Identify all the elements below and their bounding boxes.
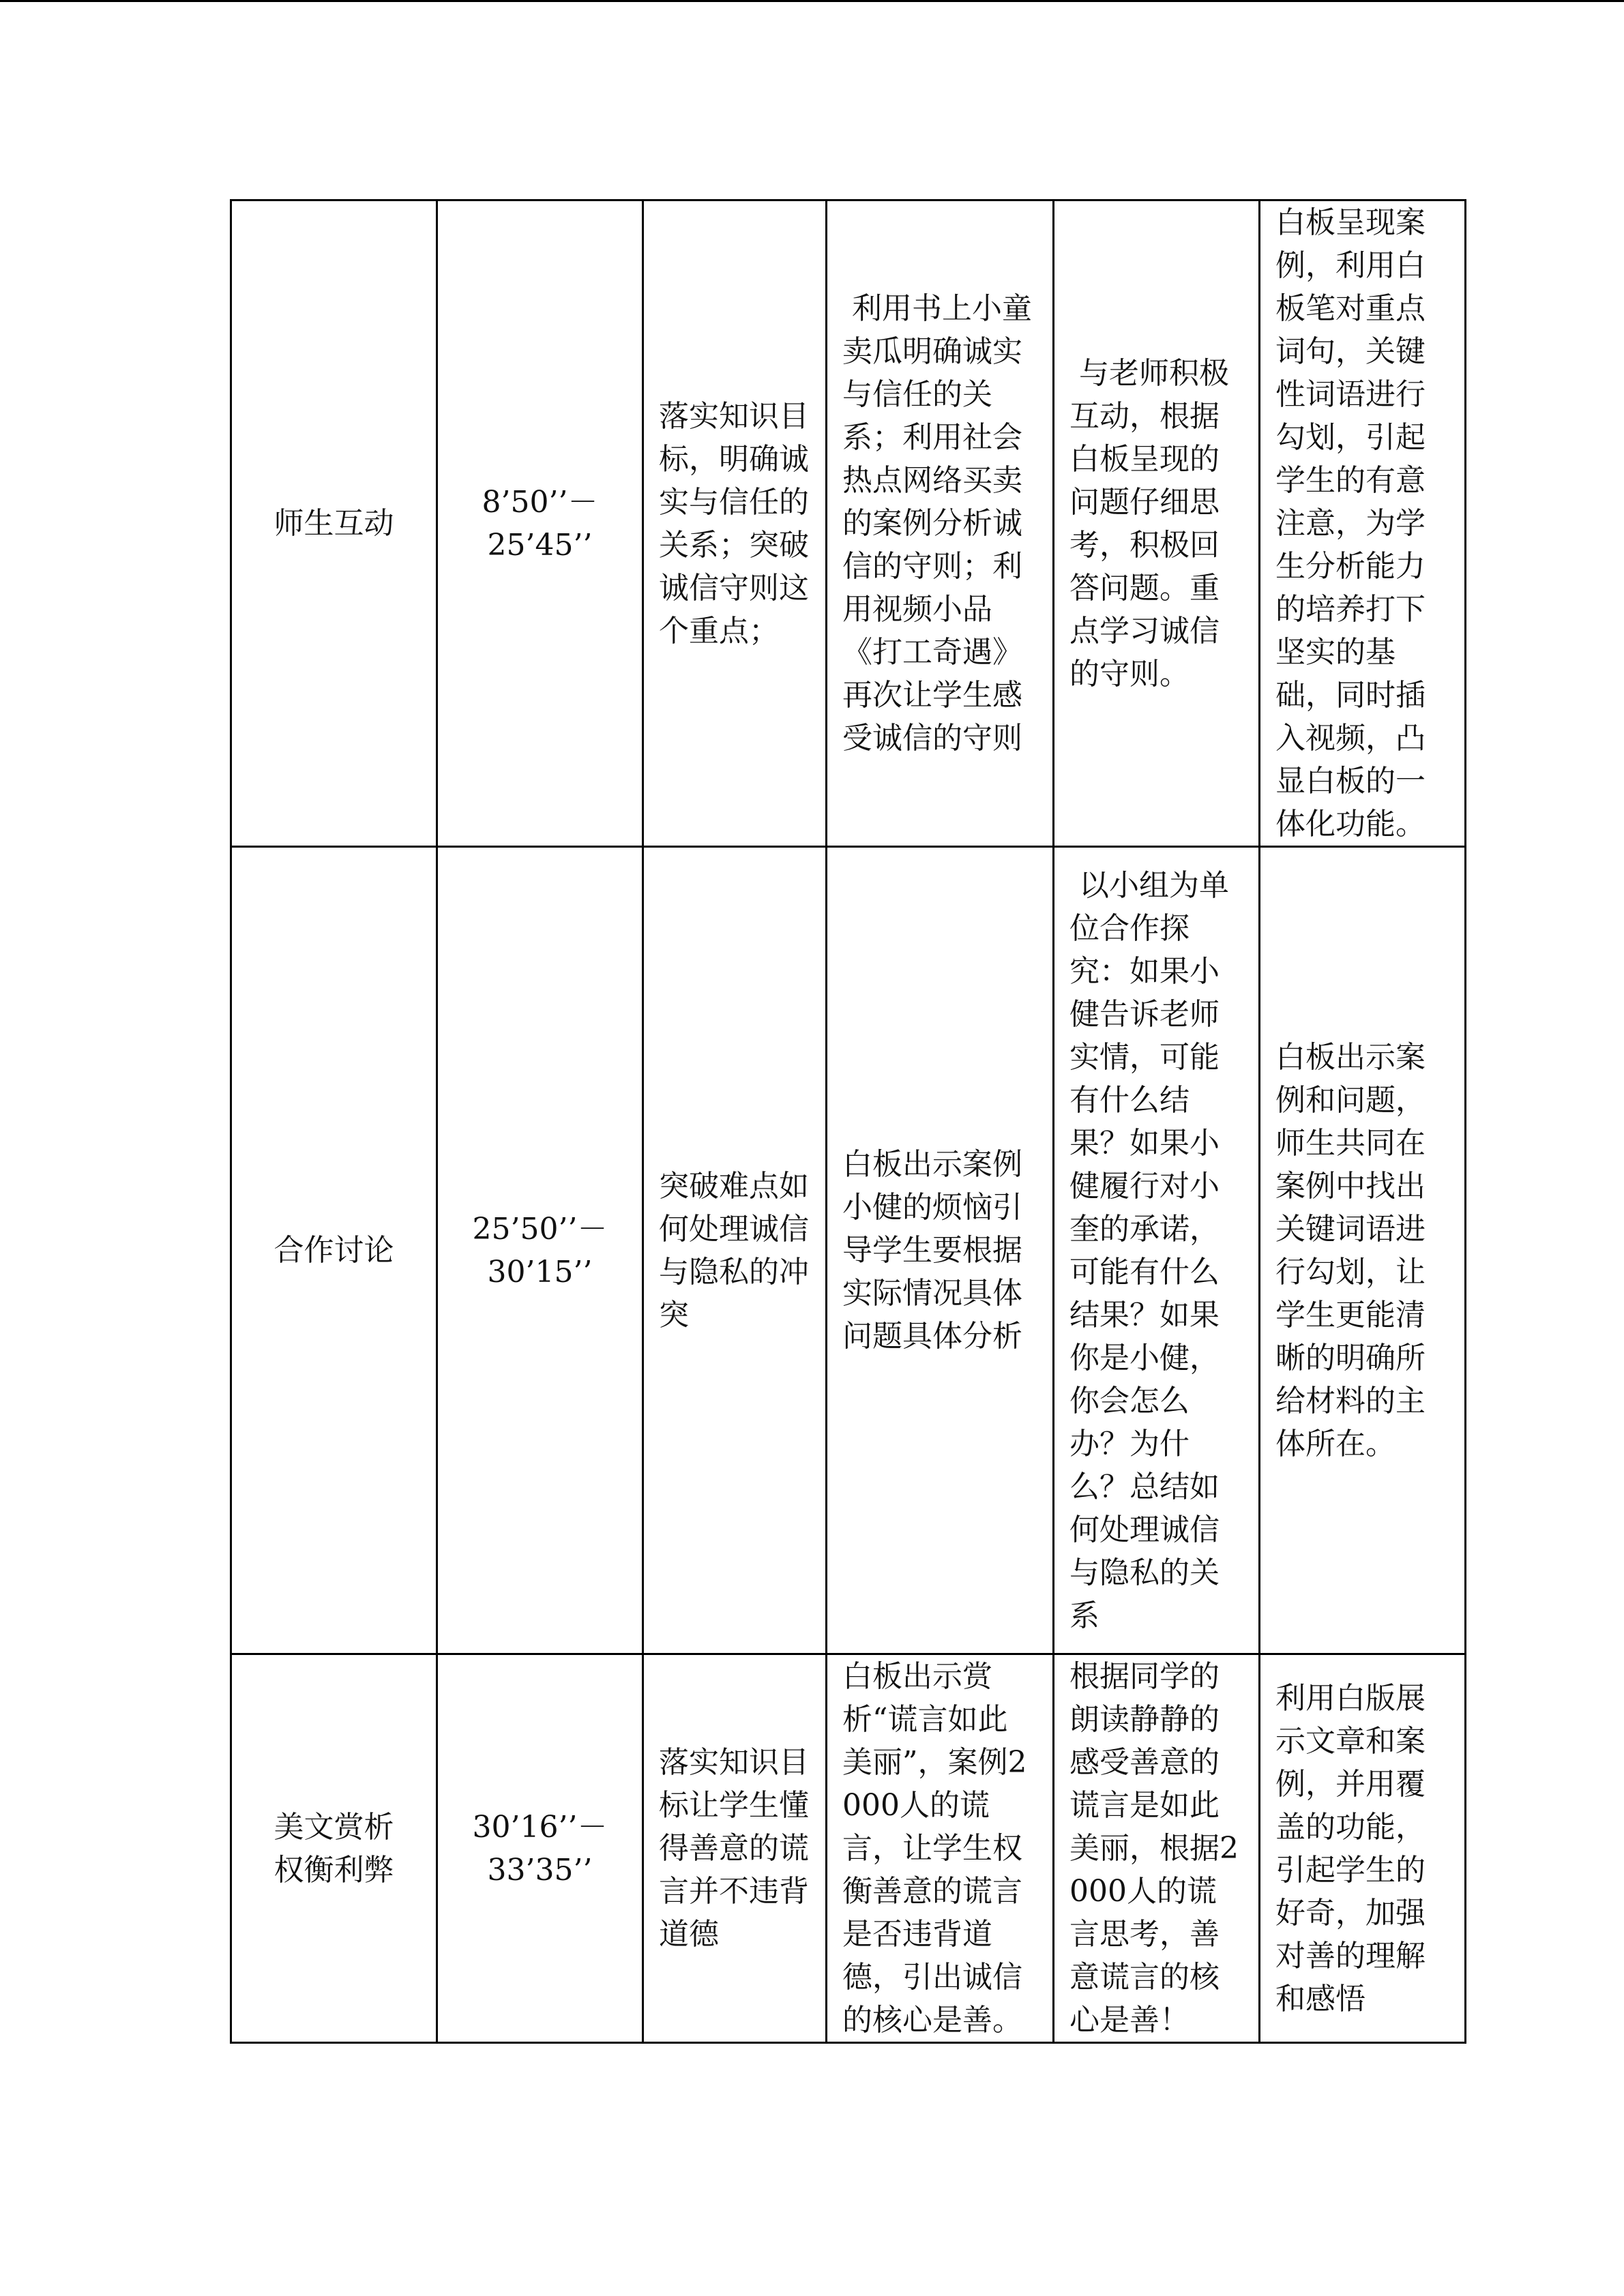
stage-text: 合作讨论 (274, 1233, 394, 1268)
table-row (231, 200, 1466, 847)
time-start: 8’50’’－ (482, 484, 598, 520)
goal-cell: 落实知识目标，明确诚实与信任的关系；突破诚信守则这个重点； (643, 200, 827, 847)
stage-text-line-1: 美文赏析 (274, 1809, 394, 1845)
lesson-plan-table (230, 199, 1466, 2044)
design-intent-cell: 白板出示案例和问题，师生共同在案例中找出关键词语进行勾划，让学生更能清晰的明确所给材料的主体所在。 (1260, 847, 1466, 1654)
time-start: 30’16’’－ (472, 1809, 608, 1845)
stage-cell (231, 200, 437, 847)
time-start: 25’50’’－ (472, 1211, 608, 1247)
time-end: 33’35’’ (487, 1852, 593, 1888)
stage-text: 师生互动 (274, 506, 394, 541)
goal-cell: 突破难点如何处理诚信与隐私的冲突 (643, 847, 827, 1654)
goal-cell: 落实知识目标让学生懂得善意的谎言并不违背道德 (643, 1654, 827, 2043)
time-end: 25’45’’ (487, 527, 593, 563)
table-row (231, 1654, 1466, 2043)
design-intent-cell: 白板呈现案例，利用白板笔对重点词句，关键性词语进行勾划，引起学生的有意注意，为学生分析能力的培养打下坚实的基础，同时插入视频，凸显白板的一体化功能。 (1260, 200, 1466, 847)
time-cell (437, 1654, 643, 2043)
time-end: 30’15’’ (487, 1254, 593, 1289)
student-activity-cell: 根据同学的朗读静静的感受善意的谎言是如此美丽，根据2000人的谎言思考，善意谎言的核心是善！ (1054, 1654, 1260, 2043)
stage-text-line-2: 权衡利弊 (274, 1852, 394, 1888)
teacher-activity-cell: 白板出示赏析“谎言如此美丽”，案例2000人的谎言，让学生权衡善意的谎言是否违背道德，引出诚信的核心是善。 (827, 1654, 1054, 2043)
stage-cell (231, 1654, 437, 2043)
teacher-activity-cell: 白板出示案例小健的烦恼引导学生要根据实际情况具体问题具体分析 (827, 847, 1054, 1654)
time-cell (437, 847, 643, 1654)
design-intent-cell: 利用白版展示文章和案例，并用覆盖的功能，引起学生的好奇，加强对善的理解和感悟 (1260, 1654, 1466, 2043)
table-row (231, 847, 1466, 1654)
time-cell (437, 200, 643, 847)
student-activity-cell: 与老师积极互动，根据白板呈现的问题仔细思考，积极回答问题。重点学习诚信的守则。 (1054, 200, 1260, 847)
stage-cell (231, 847, 437, 1654)
student-activity-cell: 以小组为单位合作探究：如果小健告诉老师实情，可能有什么结果？如果小健履行对小奎的承诺，可能有什么结果？如果你是小健，你会怎么办？为什么？总结如何处理诚信与隐私的关系 (1054, 847, 1260, 1654)
page-top-border (0, 0, 1624, 2)
teacher-activity-cell: 利用书上小童卖瓜明确诚实与信任的关系；利用社会热点网络买卖的案例分析诚信的守则；利用视频小品《打工奇遇》再次让学生感受诚信的守则 (827, 200, 1054, 847)
